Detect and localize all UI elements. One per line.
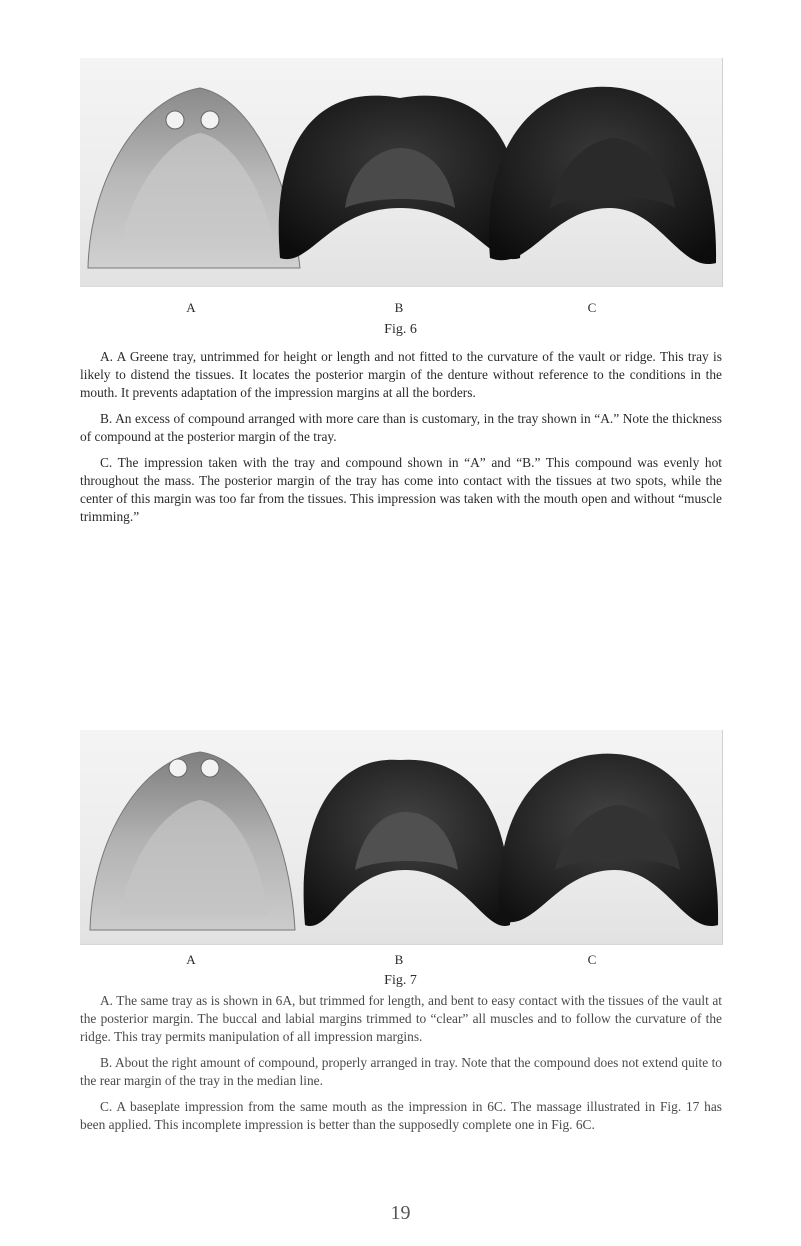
impression-c-shape <box>489 87 716 264</box>
figure-6-photo <box>80 58 723 287</box>
compound-b-shape <box>304 760 511 926</box>
part-label-c: C <box>587 300 597 315</box>
part-label-c: C <box>587 952 597 967</box>
paragraph-6c: C. The impression taken with the tray and compound shown in “A” and “B.” This compound was evenly hot throughout the mass. The posterior margin of the tray has come into contact with the tissues at two spots, while the center of this margin was too far from the tissues. This impression was taken with the mouth open and without “muscle trimming.” <box>80 455 722 524</box>
part-label-a: A <box>186 300 196 315</box>
trimmed-tray-a-shape <box>90 752 295 930</box>
compound-b-shape <box>279 96 522 260</box>
tray-a-shape <box>88 88 300 268</box>
paragraph-7b: B. About the right amount of compound, properly arranged in tray. Note that the compound does not extend quite to the rear margin of the tray in the median line. <box>80 1055 722 1088</box>
figure-6-description <box>80 348 722 534</box>
part-label-b: B <box>394 952 404 967</box>
figure-7-caption: Fig. 7 <box>384 973 417 988</box>
paragraph-7a: A. The same tray as is shown in 6A, but trimmed for length, and bent to easy contact with the tissues of the vault at the posterior margin. The buccal and labial margins trimmed to “clear” all muscles and to follow the curvature of the ridge. This tray permits manipulation of all impression margins. <box>80 993 722 1044</box>
paragraph-6b: B. An excess of compound arranged with more care than is customary, in the tray shown in “A.” Note the thickness of compound at the posterior margin of the tray. <box>80 411 722 444</box>
figure-6-caption: Fig. 6 <box>384 322 417 337</box>
page-number: 19 <box>390 1202 411 1224</box>
figure-7-description <box>80 992 722 1142</box>
baseplate-impression-c-shape <box>499 754 718 926</box>
figure-7-photo <box>80 730 723 945</box>
figure-6-part-labels <box>80 300 722 318</box>
part-label-a: A <box>186 952 196 967</box>
paragraph-7c: C. A baseplate impression from the same mouth as the impression in 6C. The massage illustrated in Fig. 17 has been applied. This incomplete impression is better than the supposedly complete one in Fig. 6C. <box>80 1099 722 1132</box>
figure-7-part-labels <box>80 952 722 970</box>
paragraph-6a: A. A Greene tray, untrimmed for height or length and not fitted to the curvature of the vault or ridge. This tray is likely to distend the tissues. It locates the posterior margin of the denture without reference to the conditions in the mouth. It prevents adaptation of the impression margins at all the borders. <box>80 349 722 400</box>
part-label-b: B <box>394 300 404 315</box>
